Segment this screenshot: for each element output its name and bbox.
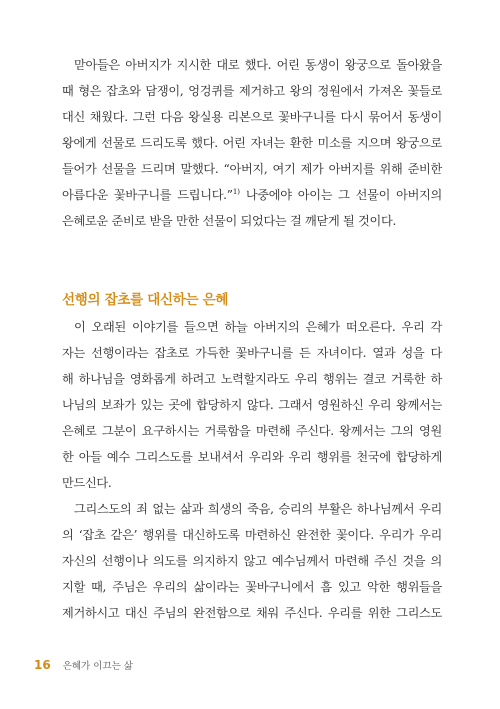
text-segment: 나중에야 아이는 그 선물이 아버지의 (239, 188, 443, 202)
page-number: 16 (34, 658, 51, 672)
text-line: 지할 때, 주님은 우리의 삶이라는 꽃바구니에서 흠 있고 악한 행위들을 (62, 580, 442, 594)
paragraph-christ-perfect-flower (62, 496, 442, 626)
text-line: 맏아들은 아버지가 지시한 대로 했다. 어린 동생이 왕궁으로 돌아왔을 (74, 58, 442, 72)
text-line: 이 오래된 이야기를 들으면 하늘 아버지의 은혜가 떠오른다. 우리 각 (74, 320, 442, 334)
text-line: 은혜로운 준비로 받을 만한 선물이 되었다는 걸 깨닫게 될 것이다. (62, 214, 397, 228)
section-heading: 선행의 잡초를 대신하는 은혜 (62, 292, 229, 308)
text-line: 자는 선행이라는 잡초로 가득한 꽃바구니를 든 자녀이다. 열과 성을 다 (62, 346, 442, 360)
footnote-marker[interactable]: 1) (232, 186, 240, 196)
text-line: 만드신다. (62, 476, 112, 490)
text-line: 그리스도의 죄 없는 삶과 희생의 죽음, 승리의 부활은 하나님께서 우리 (74, 502, 442, 516)
paragraph-grace-intro (62, 314, 442, 496)
text-line: 제거하시고 대신 주님의 완전함으로 채워 주신다. 우리를 위한 그리스도 (62, 606, 442, 620)
text-line: 자신의 선행이나 의도를 의지하지 않고 예수님께서 마련해 주신 것을 의 (62, 554, 442, 568)
text-line: 의 ‘잡초 같은’ 행위를 대신하도록 마련하신 완전한 꽃이다. 우리가 우리 (62, 528, 442, 542)
text-line: 왕에게 선물로 드리도록 했다. 어린 자녀는 환한 미소를 지으며 왕궁으로 (62, 136, 442, 150)
text-line: 은혜로 그분이 요구하시는 거룩함을 마련해 주신다. 왕께서는 그의 영원 (62, 424, 442, 438)
text-line: 들어가 선물을 드리며 말했다. “아버지, 여기 제가 아버지를 위해 준비한 (62, 162, 442, 176)
text-line: 대신 채웠다. 그런 다음 왕실용 리본으로 꽃바구니를 다시 묶어서 동생이 (62, 110, 442, 124)
paragraph-story-end (62, 52, 442, 234)
text-line-with-footnote (62, 182, 442, 208)
text-line: 때 형은 잡초와 담쟁이, 엉겅퀴를 제거하고 왕의 정원에서 가져온 꽃들로 (62, 84, 442, 98)
text-line: 해 하나님을 영화롭게 하려고 노력할지라도 우리 행위는 결코 거룩한 하 (62, 372, 442, 386)
text-segment: 아름다운 꽃바구니를 드립니다.” (62, 188, 233, 202)
text-line: 한 아들 예수 그리스도를 보내셔서 우리와 우리 행위를 천국에 합당하게 (62, 450, 442, 464)
running-title: 은혜가 이끄는 삶 (62, 661, 133, 672)
text-line: 나님의 보좌가 있는 곳에 합당하지 않다. 그래서 영원하신 우리 왕께서는 (62, 398, 442, 412)
page-footer (34, 658, 133, 672)
